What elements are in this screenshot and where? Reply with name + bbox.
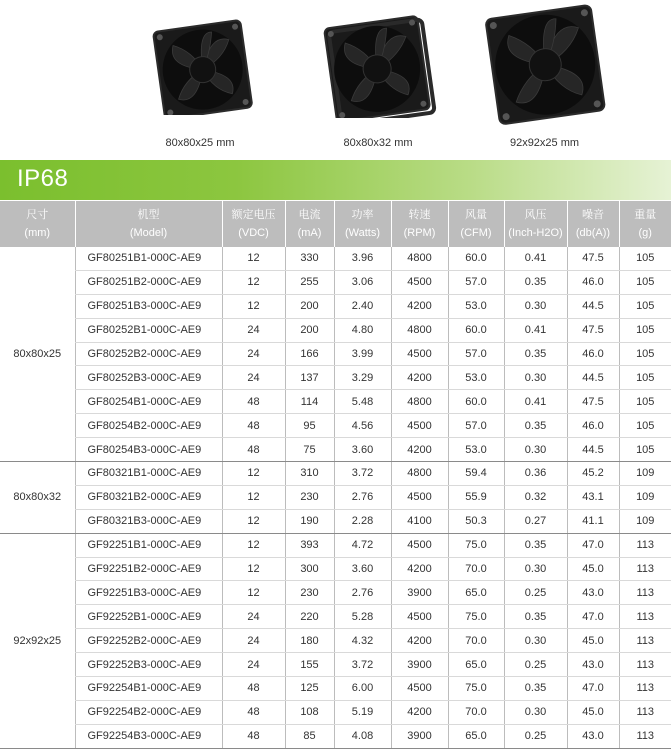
value-cell: 46.0: [567, 414, 619, 438]
model-cell: GF92252B2-000C-AE9: [75, 629, 222, 653]
value-cell: 65.0: [448, 581, 504, 605]
table-row: [0, 438, 671, 462]
value-cell: 47.5: [567, 318, 619, 342]
column-header-cn: 电流: [286, 206, 334, 224]
value-cell: 200: [285, 318, 334, 342]
column-header: [0, 201, 75, 247]
value-cell: 4500: [391, 414, 448, 438]
value-cell: 4500: [391, 270, 448, 294]
value-cell: 24: [222, 318, 285, 342]
product-caption: 80x80x32 mm: [318, 137, 438, 149]
value-cell: 113: [619, 557, 671, 581]
value-cell: 12: [222, 247, 285, 270]
table-row: [0, 390, 671, 414]
column-header-en: (Model): [76, 224, 222, 242]
value-cell: 44.5: [567, 294, 619, 318]
model-cell: GF80252B2-000C-AE9: [75, 342, 222, 366]
value-cell: 45.0: [567, 700, 619, 724]
value-cell: 24: [222, 629, 285, 653]
model-cell: GF80321B2-000C-AE9: [75, 485, 222, 509]
column-header-en: (Watts): [335, 224, 391, 242]
value-cell: 2.40: [334, 294, 391, 318]
value-cell: 105: [619, 414, 671, 438]
value-cell: 137: [285, 366, 334, 390]
column-header: [448, 201, 504, 247]
value-cell: 3.06: [334, 270, 391, 294]
value-cell: 65.0: [448, 724, 504, 748]
value-cell: 3900: [391, 653, 448, 677]
table-row: [0, 366, 671, 390]
value-cell: 4500: [391, 533, 448, 557]
value-cell: 105: [619, 294, 671, 318]
product-92x92x25: [482, 0, 607, 130]
table-body: [0, 247, 671, 748]
value-cell: 113: [619, 653, 671, 677]
table-row: [0, 700, 671, 724]
value-cell: 48: [222, 390, 285, 414]
value-cell: 3.60: [334, 557, 391, 581]
value-cell: 46.0: [567, 342, 619, 366]
value-cell: 0.41: [504, 247, 567, 270]
value-cell: 60.0: [448, 318, 504, 342]
size-cell: 92x92x25: [0, 533, 75, 748]
value-cell: 113: [619, 581, 671, 605]
column-header: [504, 201, 567, 247]
value-cell: 4500: [391, 342, 448, 366]
value-cell: 75.0: [448, 605, 504, 629]
value-cell: 47.0: [567, 677, 619, 701]
model-cell: GF92251B3-000C-AE9: [75, 581, 222, 605]
value-cell: 4.32: [334, 629, 391, 653]
model-cell: GF92254B3-000C-AE9: [75, 724, 222, 748]
value-cell: 0.36: [504, 462, 567, 486]
value-cell: 109: [619, 462, 671, 486]
value-cell: 2.76: [334, 485, 391, 509]
value-cell: 180: [285, 629, 334, 653]
value-cell: 24: [222, 342, 285, 366]
section-band: [0, 160, 671, 200]
value-cell: 0.30: [504, 700, 567, 724]
product-80x80x25: [145, 0, 255, 115]
value-cell: 330: [285, 247, 334, 270]
value-cell: 47.0: [567, 605, 619, 629]
value-cell: 48: [222, 724, 285, 748]
value-cell: 0.35: [504, 342, 567, 366]
value-cell: 45.2: [567, 462, 619, 486]
value-cell: 75.0: [448, 533, 504, 557]
value-cell: 60.0: [448, 247, 504, 270]
column-header-cn: 额定电压: [223, 206, 285, 224]
size-cell: 80x80x25: [0, 247, 75, 462]
value-cell: 47.5: [567, 390, 619, 414]
column-header-cn: 机型: [76, 206, 222, 224]
model-cell: GF92252B3-000C-AE9: [75, 653, 222, 677]
product-caption: 80x80x25 mm: [145, 137, 255, 149]
value-cell: 24: [222, 653, 285, 677]
table-row: [0, 557, 671, 581]
value-cell: 3.72: [334, 653, 391, 677]
value-cell: 55.9: [448, 485, 504, 509]
model-cell: GF92251B2-000C-AE9: [75, 557, 222, 581]
value-cell: 12: [222, 462, 285, 486]
column-header-en: (mm): [0, 224, 75, 242]
value-cell: 4.80: [334, 318, 391, 342]
value-cell: 0.35: [504, 533, 567, 557]
model-cell: GF80321B1-000C-AE9: [75, 462, 222, 486]
value-cell: 105: [619, 390, 671, 414]
table-row: [0, 677, 671, 701]
value-cell: 12: [222, 485, 285, 509]
value-cell: 4200: [391, 438, 448, 462]
value-cell: 4800: [391, 247, 448, 270]
value-cell: 75: [285, 438, 334, 462]
value-cell: 4500: [391, 485, 448, 509]
model-cell: GF80252B1-000C-AE9: [75, 318, 222, 342]
model-cell: GF80252B3-000C-AE9: [75, 366, 222, 390]
model-cell: GF92254B1-000C-AE9: [75, 677, 222, 701]
column-header: [285, 201, 334, 247]
value-cell: 220: [285, 605, 334, 629]
model-cell: GF80251B1-000C-AE9: [75, 247, 222, 270]
column-header: [619, 201, 671, 247]
value-cell: 4500: [391, 677, 448, 701]
value-cell: 2.76: [334, 581, 391, 605]
model-cell: GF80251B2-000C-AE9: [75, 270, 222, 294]
value-cell: 4.56: [334, 414, 391, 438]
value-cell: 310: [285, 462, 334, 486]
column-header-en: (mA): [286, 224, 334, 242]
value-cell: 5.48: [334, 390, 391, 414]
value-cell: 230: [285, 485, 334, 509]
value-cell: 48: [222, 438, 285, 462]
value-cell: 108: [285, 700, 334, 724]
value-cell: 0.25: [504, 581, 567, 605]
value-cell: 70.0: [448, 700, 504, 724]
value-cell: 43.0: [567, 653, 619, 677]
value-cell: 0.41: [504, 318, 567, 342]
column-header: [334, 201, 391, 247]
value-cell: 41.1: [567, 509, 619, 533]
model-cell: GF92251B1-000C-AE9: [75, 533, 222, 557]
value-cell: 12: [222, 557, 285, 581]
value-cell: 0.35: [504, 605, 567, 629]
value-cell: 4.72: [334, 533, 391, 557]
value-cell: 3.72: [334, 462, 391, 486]
fan-icon: [145, 0, 255, 115]
value-cell: 109: [619, 509, 671, 533]
value-cell: 114: [285, 390, 334, 414]
value-cell: 4800: [391, 390, 448, 414]
table-row: [0, 509, 671, 533]
table-row: [0, 414, 671, 438]
column-header-cn: 噪音: [568, 206, 619, 224]
table-row: [0, 270, 671, 294]
value-cell: 166: [285, 342, 334, 366]
value-cell: 0.25: [504, 724, 567, 748]
value-cell: 300: [285, 557, 334, 581]
value-cell: 57.0: [448, 342, 504, 366]
value-cell: 12: [222, 581, 285, 605]
model-cell: GF80254B3-000C-AE9: [75, 438, 222, 462]
value-cell: 3.96: [334, 247, 391, 270]
value-cell: 6.00: [334, 677, 391, 701]
value-cell: 50.3: [448, 509, 504, 533]
value-cell: 3900: [391, 724, 448, 748]
value-cell: 0.27: [504, 509, 567, 533]
value-cell: 43.0: [567, 581, 619, 605]
value-cell: 65.0: [448, 653, 504, 677]
value-cell: 57.0: [448, 414, 504, 438]
value-cell: 0.32: [504, 485, 567, 509]
value-cell: 0.25: [504, 653, 567, 677]
value-cell: 24: [222, 366, 285, 390]
model-cell: GF80254B1-000C-AE9: [75, 390, 222, 414]
column-header-en: (VDC): [223, 224, 285, 242]
value-cell: 57.0: [448, 270, 504, 294]
value-cell: 113: [619, 629, 671, 653]
value-cell: 53.0: [448, 294, 504, 318]
column-header-cn: 功率: [335, 206, 391, 224]
value-cell: 53.0: [448, 438, 504, 462]
value-cell: 255: [285, 270, 334, 294]
model-cell: GF92252B1-000C-AE9: [75, 605, 222, 629]
value-cell: 0.30: [504, 366, 567, 390]
table-row: [0, 318, 671, 342]
value-cell: 12: [222, 270, 285, 294]
column-header: [222, 201, 285, 247]
value-cell: 48: [222, 414, 285, 438]
value-cell: 4500: [391, 605, 448, 629]
column-header-cn: 风量: [449, 206, 504, 224]
value-cell: 0.41: [504, 390, 567, 414]
value-cell: 44.5: [567, 438, 619, 462]
column-header-cn: 转速: [392, 206, 448, 224]
value-cell: 53.0: [448, 366, 504, 390]
table-row: [0, 342, 671, 366]
value-cell: 230: [285, 581, 334, 605]
value-cell: 46.0: [567, 270, 619, 294]
value-cell: 393: [285, 533, 334, 557]
value-cell: 5.19: [334, 700, 391, 724]
section-title: IP68: [17, 165, 68, 193]
model-cell: GF80321B3-000C-AE9: [75, 509, 222, 533]
value-cell: 2.28: [334, 509, 391, 533]
table-row: [0, 247, 671, 270]
value-cell: 4200: [391, 629, 448, 653]
value-cell: 190: [285, 509, 334, 533]
value-cell: 24: [222, 605, 285, 629]
value-cell: 47.5: [567, 247, 619, 270]
value-cell: 113: [619, 724, 671, 748]
value-cell: 12: [222, 509, 285, 533]
value-cell: 3.99: [334, 342, 391, 366]
column-header-en: (RPM): [392, 224, 448, 242]
table-row: [0, 294, 671, 318]
column-header-en: (db(A)): [568, 224, 619, 242]
value-cell: 4800: [391, 462, 448, 486]
model-cell: GF92254B2-000C-AE9: [75, 700, 222, 724]
value-cell: 75.0: [448, 677, 504, 701]
value-cell: 95: [285, 414, 334, 438]
value-cell: 43.0: [567, 724, 619, 748]
value-cell: 105: [619, 438, 671, 462]
value-cell: 85: [285, 724, 334, 748]
value-cell: 48: [222, 677, 285, 701]
fan-icon: [318, 0, 438, 118]
column-header-cn: 尺寸: [0, 206, 75, 224]
value-cell: 0.30: [504, 629, 567, 653]
value-cell: 0.30: [504, 557, 567, 581]
value-cell: 5.28: [334, 605, 391, 629]
value-cell: 105: [619, 366, 671, 390]
column-header: [75, 201, 222, 247]
value-cell: 70.0: [448, 629, 504, 653]
value-cell: 155: [285, 653, 334, 677]
value-cell: 4200: [391, 294, 448, 318]
product-caption: 92x92x25 mm: [482, 137, 607, 149]
value-cell: 105: [619, 270, 671, 294]
column-header: [567, 201, 619, 247]
value-cell: 47.0: [567, 533, 619, 557]
value-cell: 4200: [391, 366, 448, 390]
value-cell: 4200: [391, 700, 448, 724]
table-row: [0, 653, 671, 677]
value-cell: 60.0: [448, 390, 504, 414]
value-cell: 45.0: [567, 557, 619, 581]
value-cell: 109: [619, 485, 671, 509]
value-cell: 4.08: [334, 724, 391, 748]
value-cell: 113: [619, 700, 671, 724]
value-cell: 0.35: [504, 677, 567, 701]
value-cell: 12: [222, 294, 285, 318]
value-cell: 59.4: [448, 462, 504, 486]
value-cell: 48: [222, 700, 285, 724]
value-cell: 4800: [391, 318, 448, 342]
table-row: [0, 581, 671, 605]
value-cell: 3.29: [334, 366, 391, 390]
value-cell: 45.0: [567, 629, 619, 653]
value-cell: 105: [619, 342, 671, 366]
value-cell: 4200: [391, 557, 448, 581]
spec-table: [0, 201, 671, 749]
column-header-en: (CFM): [449, 224, 504, 242]
value-cell: 43.1: [567, 485, 619, 509]
table-row: [0, 533, 671, 557]
value-cell: 12: [222, 533, 285, 557]
size-cell: 80x80x32: [0, 462, 75, 534]
value-cell: 0.30: [504, 438, 567, 462]
value-cell: 0.35: [504, 270, 567, 294]
value-cell: 113: [619, 533, 671, 557]
table-row: [0, 485, 671, 509]
product-images: [0, 0, 671, 160]
table-header: [0, 201, 671, 247]
value-cell: 70.0: [448, 557, 504, 581]
column-header: [391, 201, 448, 247]
table-row: [0, 629, 671, 653]
value-cell: 3900: [391, 581, 448, 605]
product-80x80x32: [318, 0, 438, 118]
model-cell: GF80254B2-000C-AE9: [75, 414, 222, 438]
table-row: [0, 605, 671, 629]
value-cell: 125: [285, 677, 334, 701]
value-cell: 44.5: [567, 366, 619, 390]
value-cell: 0.30: [504, 294, 567, 318]
column-header-cn: 风压: [505, 206, 567, 224]
table-row: [0, 462, 671, 486]
value-cell: 113: [619, 605, 671, 629]
value-cell: 200: [285, 294, 334, 318]
value-cell: 105: [619, 247, 671, 270]
value-cell: 0.35: [504, 414, 567, 438]
value-cell: 3.60: [334, 438, 391, 462]
column-header-en: (g): [620, 224, 671, 242]
column-header-en: (Inch-H2O): [505, 224, 567, 242]
value-cell: 4100: [391, 509, 448, 533]
table-row: [0, 724, 671, 748]
fan-icon: [482, 0, 607, 130]
column-header-cn: 重量: [620, 206, 671, 224]
value-cell: 105: [619, 318, 671, 342]
model-cell: GF80251B3-000C-AE9: [75, 294, 222, 318]
value-cell: 113: [619, 677, 671, 701]
